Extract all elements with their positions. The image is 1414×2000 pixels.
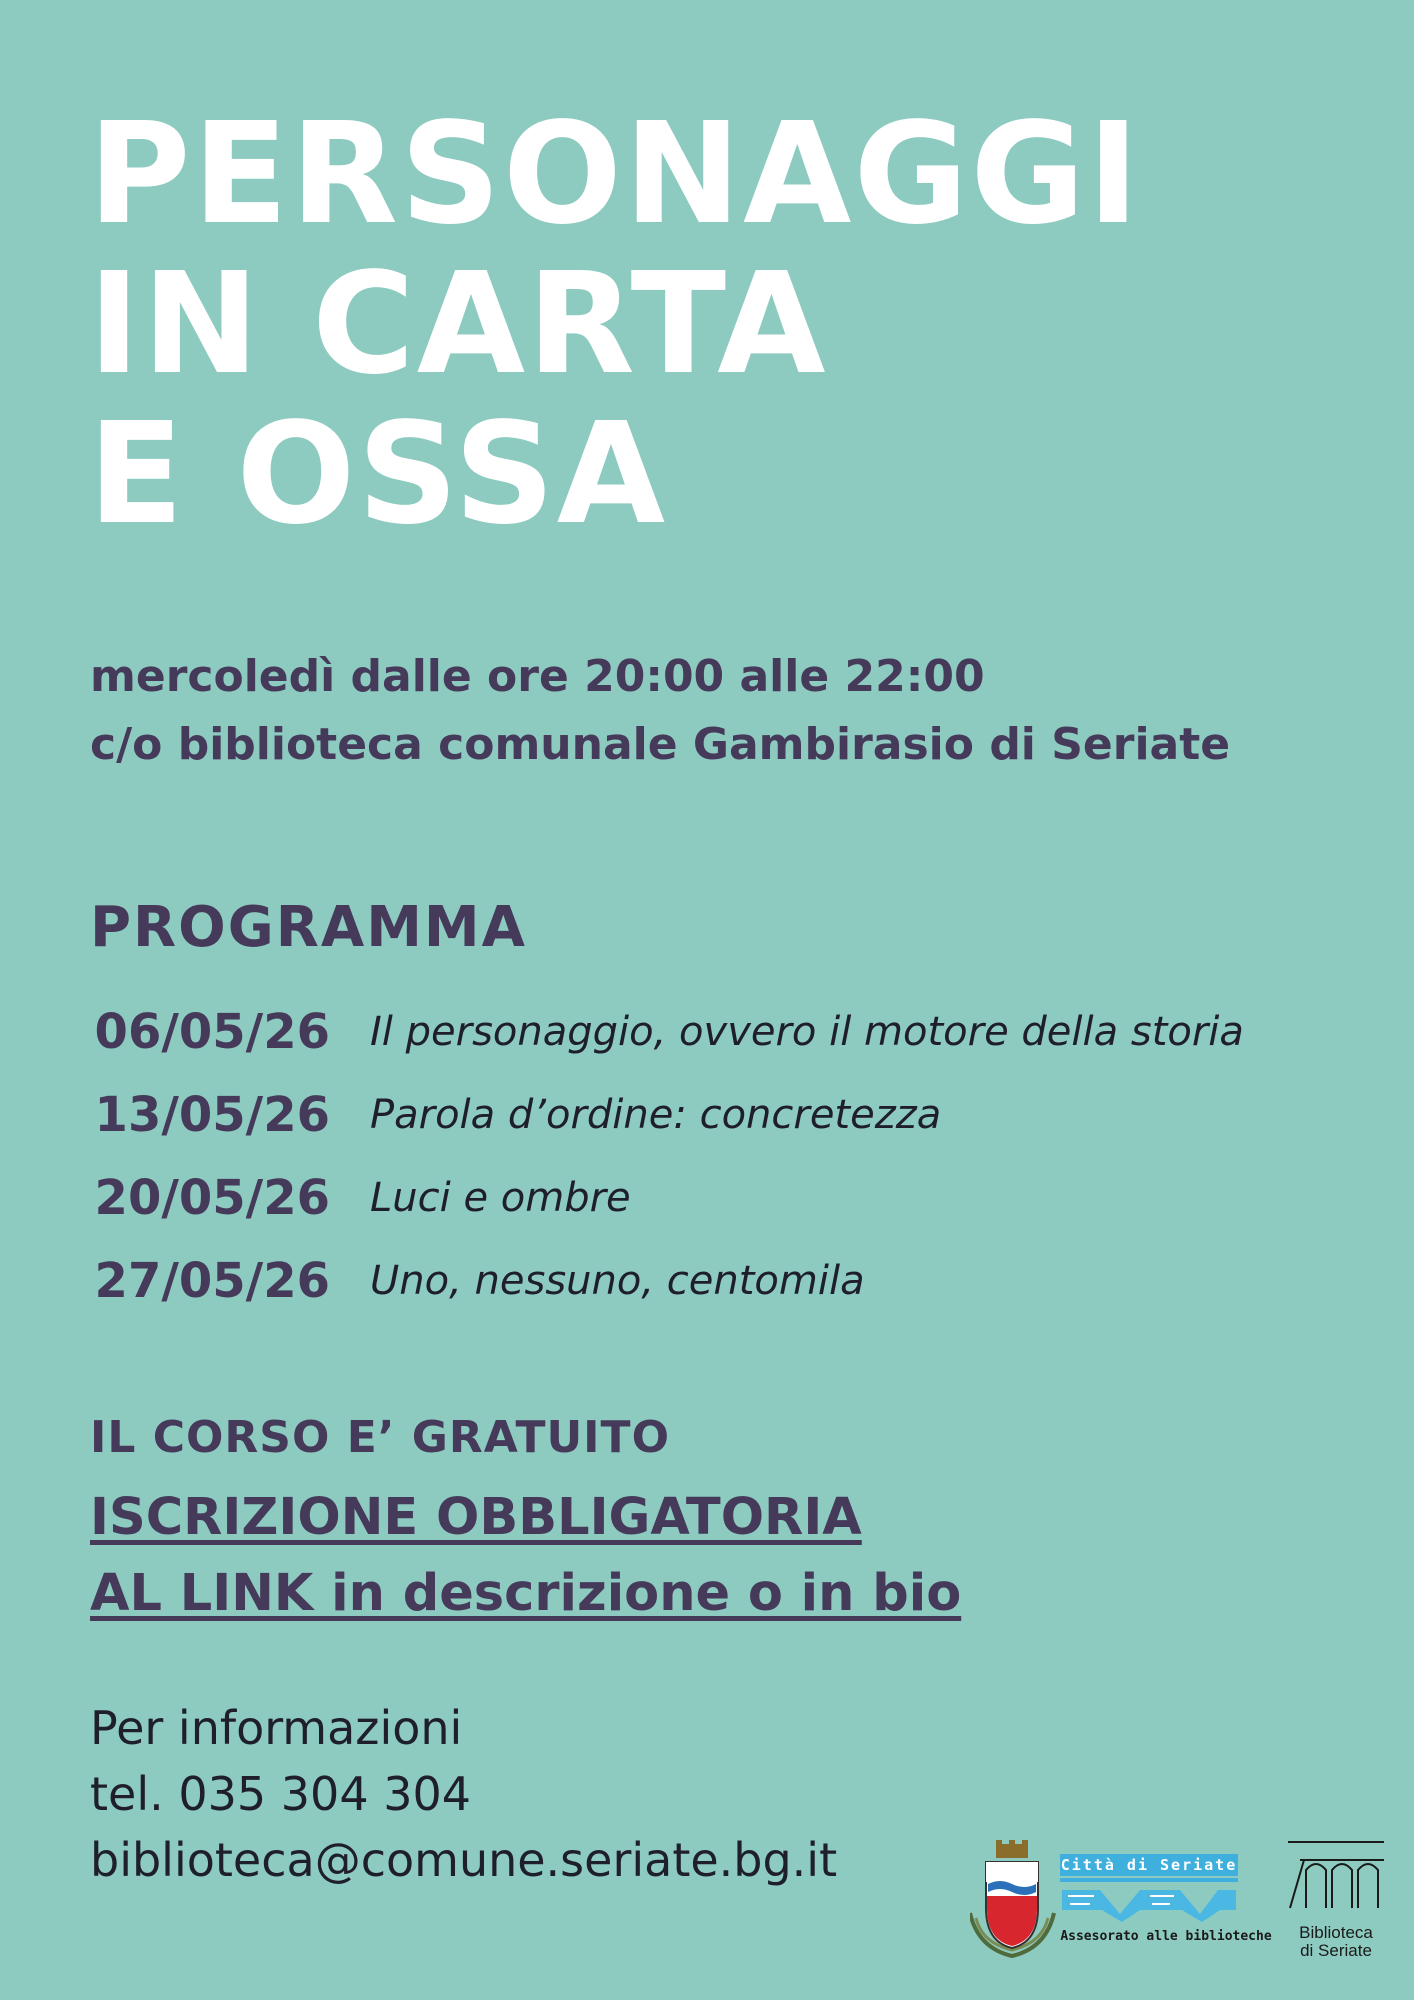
- title-line-3: E OSSA: [88, 393, 668, 556]
- schedule-time: mercoledì dalle ore 20:00 alle 22:00: [90, 651, 985, 702]
- info-label: Per informazioni: [90, 1701, 463, 1755]
- library-logo: [1288, 1842, 1384, 1960]
- department-name: Assesorato alle biblioteche: [1060, 1929, 1272, 1944]
- library-name-line2: di Seriate: [1300, 1941, 1372, 1960]
- program-heading: PROGRAMMA: [90, 895, 527, 960]
- registration-link[interactable]: AL LINK in descrizione o in bio: [90, 1564, 962, 1623]
- email-address[interactable]: biblioteca@comune.seriate.bg.it: [90, 1833, 838, 1887]
- poster-title: [88, 93, 1142, 556]
- program-date: 13/05/26: [94, 1087, 330, 1143]
- program-date: 20/05/26: [94, 1170, 330, 1226]
- library-name-line1: Biblioteca: [1299, 1923, 1373, 1942]
- program-topic: Luci e ombre: [370, 1175, 631, 1221]
- city-name: Città di Seriate: [1060, 1856, 1238, 1874]
- title-line-2: IN CARTA: [88, 243, 828, 406]
- registration-mandatory-link[interactable]: ISCRIZIONE OBBLIGATORIA: [90, 1488, 862, 1547]
- title-line-1: PERSONAGGI: [88, 93, 1142, 256]
- city-logo: [1060, 1854, 1272, 1944]
- program-topic: Uno, nessuno, centomila: [370, 1258, 865, 1304]
- program-topic: Il personaggio, ovvero il motore della storia: [370, 1009, 1244, 1055]
- registration-block: [90, 1480, 961, 1632]
- schedule-block: [90, 643, 1230, 779]
- program-date: 27/05/26: [94, 1253, 330, 1309]
- program-topic: Parola d’ordine: concretezza: [370, 1092, 942, 1138]
- free-course-notice: IL CORSO E’ GRATUITO: [90, 1412, 670, 1463]
- contact-info: [90, 1695, 837, 1893]
- schedule-place: c/o biblioteca comunale Gambirasio di Seriate: [90, 719, 1231, 770]
- program-date: 06/05/26: [94, 1004, 330, 1060]
- sponsor-logos: [970, 1838, 1390, 1968]
- coat-of-arms-icon: [970, 1840, 1054, 1956]
- phone-number[interactable]: tel. 035 304 304: [90, 1767, 472, 1821]
